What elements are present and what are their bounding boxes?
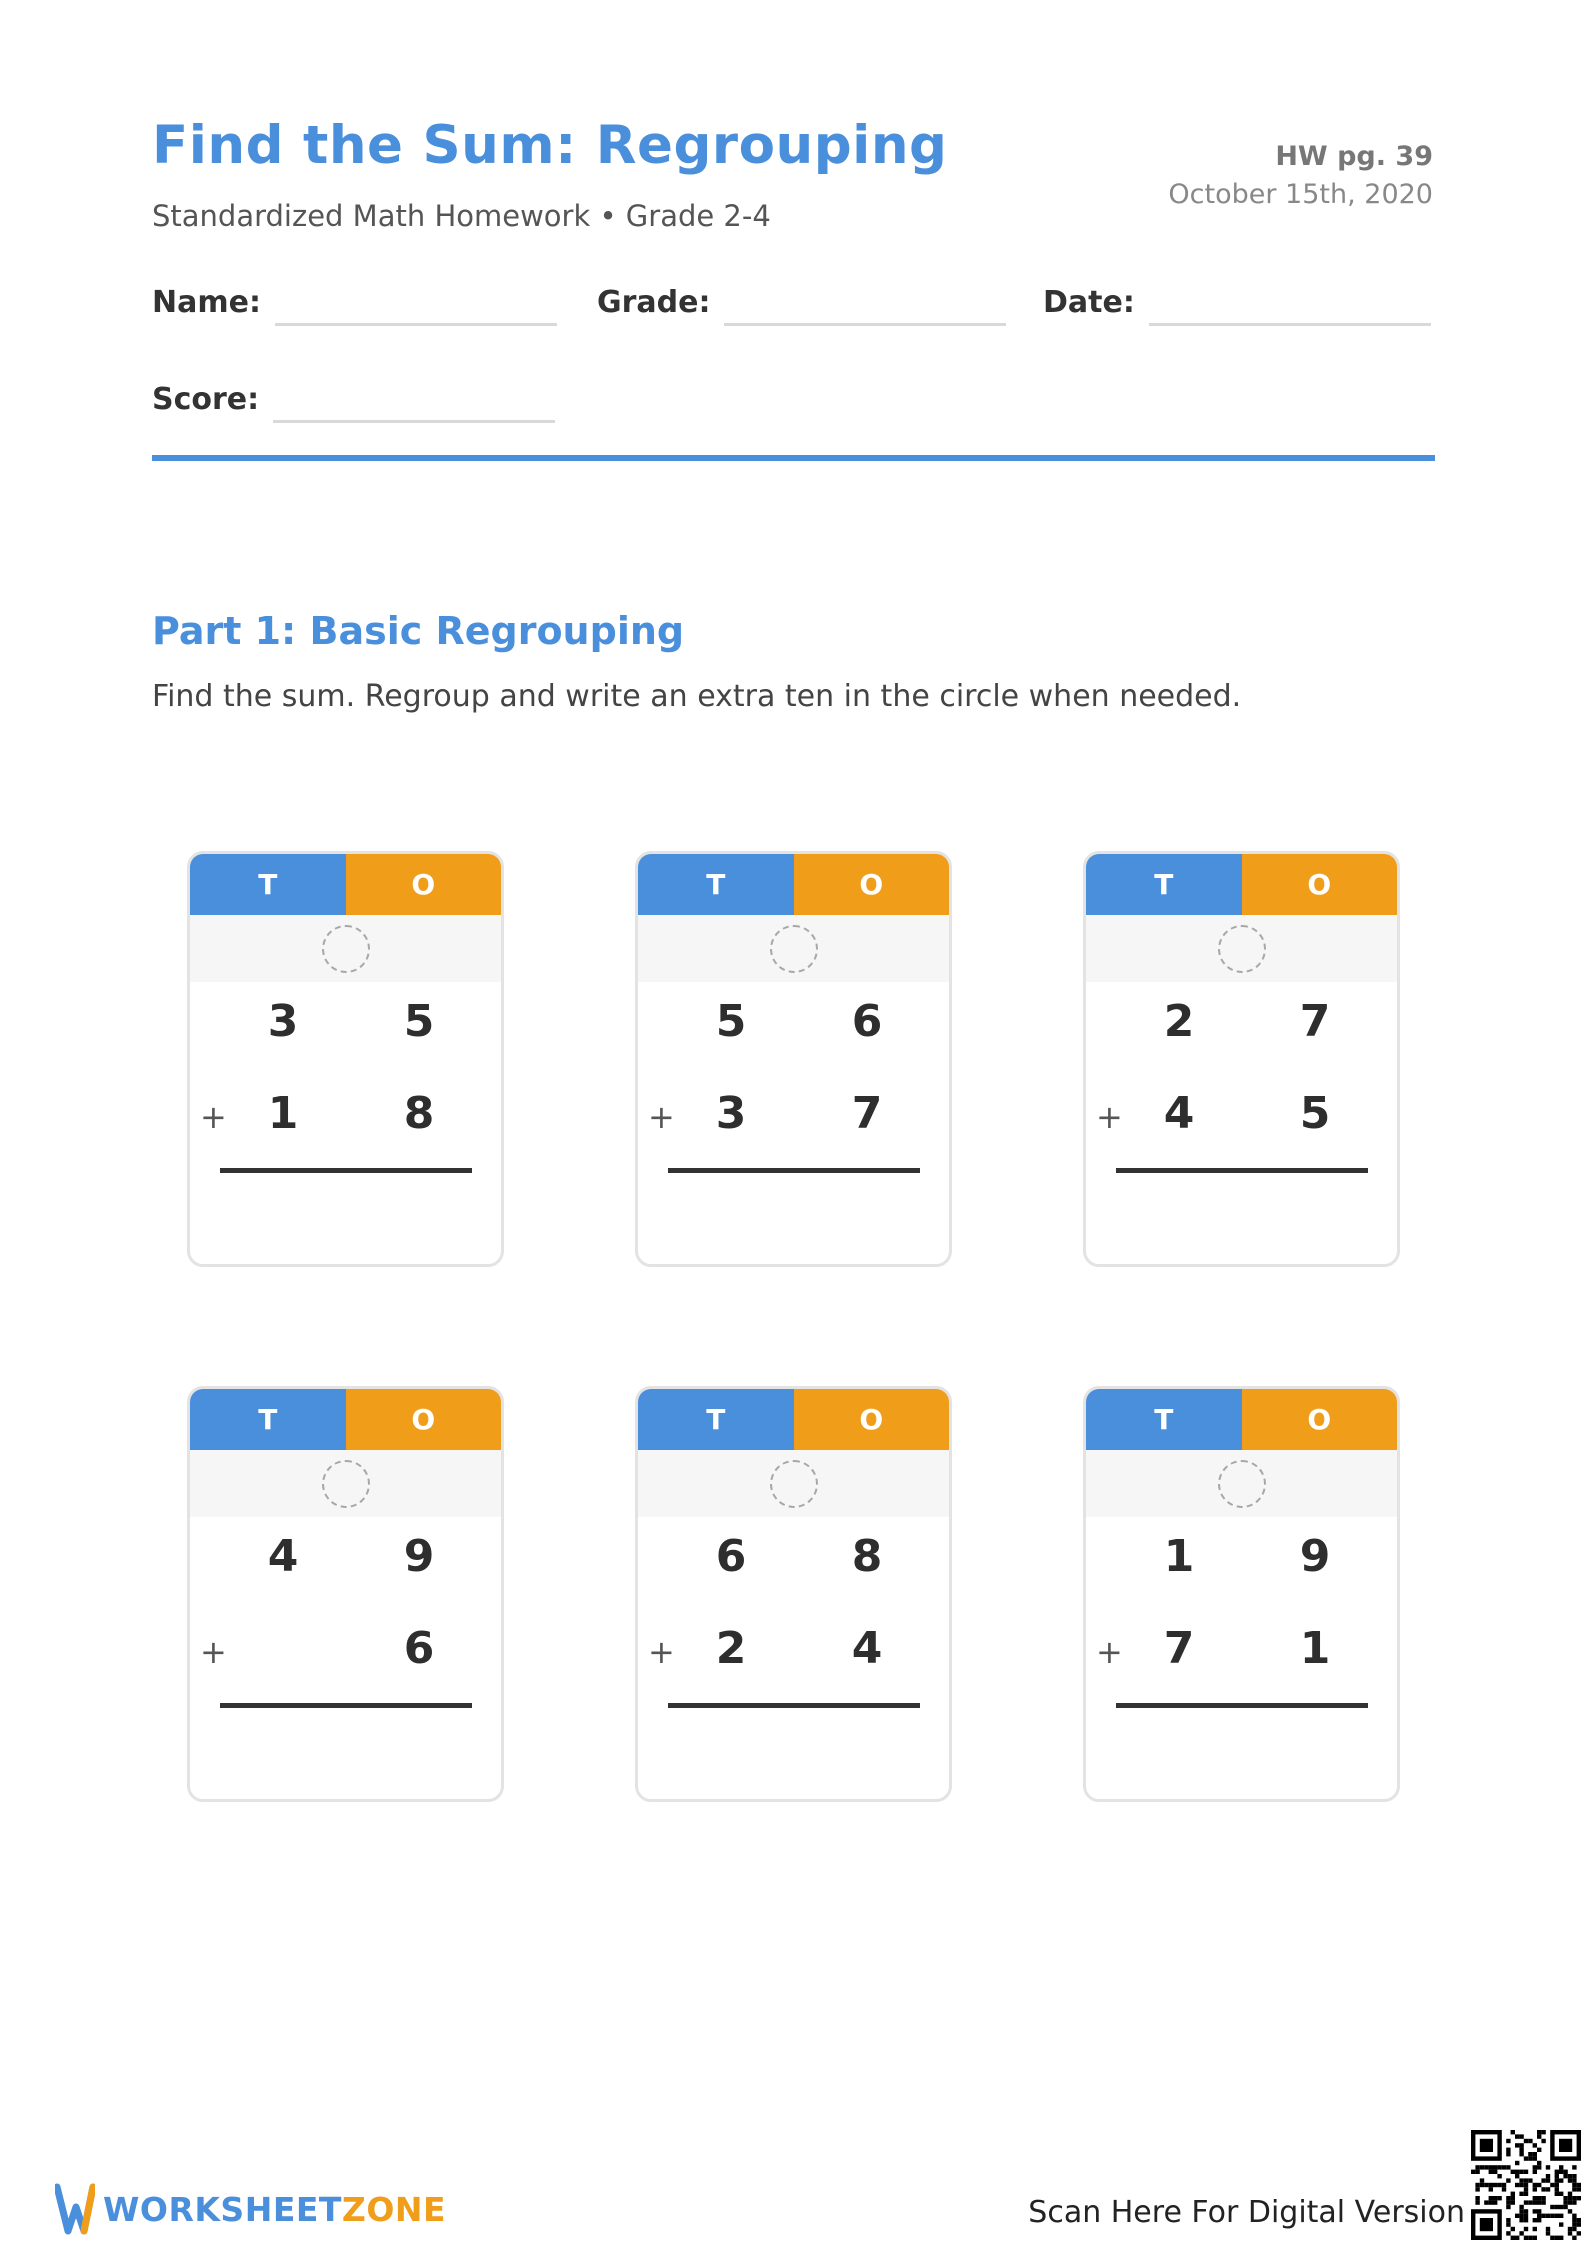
tens-digit: 3 (267, 996, 299, 1047)
place-value-header (1086, 1389, 1397, 1450)
problem-card (1083, 851, 1400, 1267)
plus-sign: + (1096, 1098, 1123, 1136)
problem-card (1083, 1386, 1400, 1802)
place-value-header (1086, 854, 1397, 915)
place-value-header (638, 1389, 949, 1450)
brand-logo (55, 2183, 446, 2235)
name-field (152, 285, 557, 320)
sum-line (220, 1703, 472, 1708)
carry-circle[interactable] (1218, 925, 1266, 973)
carry-circle[interactable] (322, 1460, 370, 1508)
score-label: Score: (152, 382, 260, 417)
hw-page: HW pg. 39 (1275, 141, 1433, 172)
ones-digit: 7 (851, 1088, 883, 1139)
addend-bottom (1086, 1074, 1397, 1166)
tens-digit: 7 (1163, 1623, 1195, 1674)
name-label: Name: (152, 285, 261, 320)
date-label: Date: (1043, 285, 1135, 320)
brand-name (103, 2190, 446, 2229)
tens-header: T (638, 854, 794, 915)
scan-text: Scan Here For Digital Version (1028, 2195, 1465, 2230)
qr-code-icon[interactable] (1471, 2130, 1581, 2240)
problem-card (635, 851, 952, 1267)
sum-line (668, 1703, 920, 1708)
tens-digit: 2 (715, 1623, 747, 1674)
addend-bottom (190, 1074, 501, 1166)
ones-digit: 7 (1299, 996, 1331, 1047)
carry-row (190, 1450, 501, 1517)
ones-header: O (346, 1389, 502, 1450)
carry-circle[interactable] (1218, 1460, 1266, 1508)
tens-digit: 5 (715, 996, 747, 1047)
carry-circle[interactable] (322, 925, 370, 973)
place-value-header (190, 1389, 501, 1450)
plus-sign: + (648, 1633, 675, 1671)
ones-digit: 1 (1299, 1623, 1331, 1674)
sum-line (220, 1168, 472, 1173)
ones-header: O (794, 1389, 950, 1450)
ones-digit: 6 (403, 1623, 435, 1674)
addend-bottom (1086, 1609, 1397, 1701)
score-line[interactable] (273, 420, 555, 423)
section-instructions: Find the sum. Regroup and write an extra ten in the circle when needed. (152, 679, 1242, 714)
sum-line (1116, 1168, 1368, 1173)
plus-sign: + (648, 1098, 675, 1136)
ones-digit: 8 (851, 1531, 883, 1582)
section-title: Part 1: Basic Regrouping (152, 609, 685, 653)
tens-header: T (1086, 1389, 1242, 1450)
ones-digit: 5 (403, 996, 435, 1047)
header-divider (152, 455, 1435, 461)
ones-digit: 4 (851, 1623, 883, 1674)
problem-card (187, 851, 504, 1267)
grade-field (597, 285, 1006, 320)
tens-header: T (190, 854, 346, 915)
ones-digit: 6 (851, 996, 883, 1047)
addend-top (1086, 1517, 1397, 1609)
tens-header: T (190, 1389, 346, 1450)
header-date: October 15th, 2020 (1168, 179, 1433, 210)
addend-bottom (638, 1609, 949, 1701)
grade-label: Grade: (597, 285, 711, 320)
addend-bottom (638, 1074, 949, 1166)
addend-top (190, 1517, 501, 1609)
addend-top (1086, 982, 1397, 1074)
ones-header: O (1242, 854, 1398, 915)
ones-digit: 8 (403, 1088, 435, 1139)
carry-row (638, 915, 949, 982)
plus-sign: + (200, 1098, 227, 1136)
name-line[interactable] (275, 323, 557, 326)
brand-name-part1: WORKSHEET (103, 2189, 342, 2229)
tens-digit: 3 (715, 1088, 747, 1139)
problem-card (187, 1386, 504, 1802)
page-subtitle: Standardized Math Homework • Grade 2-4 (152, 199, 771, 233)
brand-name-part2: ZONE (341, 2189, 447, 2229)
carry-row (190, 915, 501, 982)
ones-digit: 9 (1299, 1531, 1331, 1582)
tens-digit: 1 (267, 1088, 299, 1139)
ones-header: O (794, 854, 950, 915)
place-value-header (638, 854, 949, 915)
tens-digit: 4 (267, 1531, 299, 1582)
addend-top (190, 982, 501, 1074)
tens-digit: 6 (715, 1531, 747, 1582)
grade-line[interactable] (724, 323, 1006, 326)
carry-circle[interactable] (770, 925, 818, 973)
ones-header: O (346, 854, 502, 915)
tens-digit: 2 (1163, 996, 1195, 1047)
carry-circle[interactable] (770, 1460, 818, 1508)
plus-sign: + (200, 1633, 227, 1671)
tens-digit: 4 (1163, 1088, 1195, 1139)
addend-bottom (190, 1609, 501, 1701)
carry-row (1086, 1450, 1397, 1517)
addend-top (638, 982, 949, 1074)
problem-card (635, 1386, 952, 1802)
page-title: Find the Sum: Regrouping (152, 115, 948, 176)
ones-digit: 9 (403, 1531, 435, 1582)
tens-header: T (1086, 854, 1242, 915)
score-field (152, 382, 555, 417)
date-line[interactable] (1149, 323, 1431, 326)
addend-top (638, 1517, 949, 1609)
tens-digit: 1 (1163, 1531, 1195, 1582)
date-field (1043, 285, 1431, 320)
sum-line (668, 1168, 920, 1173)
carry-row (1086, 915, 1397, 982)
carry-row (638, 1450, 949, 1517)
plus-sign: + (1096, 1633, 1123, 1671)
ones-digit: 5 (1299, 1088, 1331, 1139)
tens-header: T (638, 1389, 794, 1450)
sum-line (1116, 1703, 1368, 1708)
ones-header: O (1242, 1389, 1398, 1450)
worksheetzone-logo-icon (55, 2183, 95, 2235)
place-value-header (190, 854, 501, 915)
